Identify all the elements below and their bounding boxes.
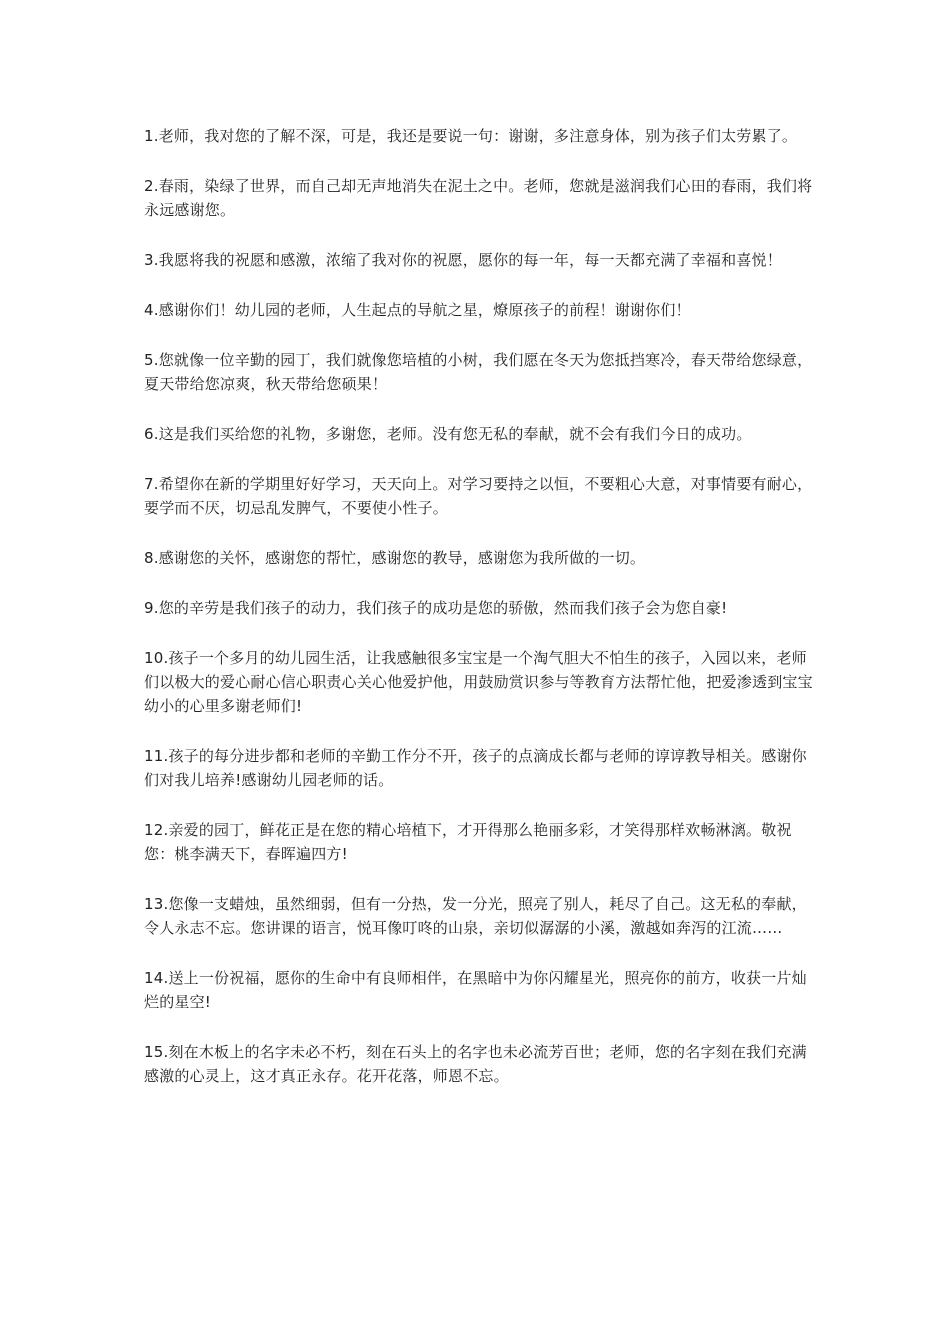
paragraph-9: 9.您的辛劳是我们孩子的动力，我们孩子的成功是您的骄傲，然而我们孩子会为您自豪! xyxy=(144,599,728,617)
paragraph-1: 1.老师，我对您的了解不深，可是，我还是要说一句：谢谢，多注意身体，别为孩子们太劳累了。 xyxy=(144,127,798,145)
paragraph-2: 2.春雨，染绿了世界，而自己却无声地消失在泥土之中。老师，您就是滋润我们心田的春雨，我们将永远感谢您。 xyxy=(144,177,813,219)
paragraph-4: 4.感谢你们！幼儿园的老师，人生起点的导航之星，燎原孩子的前程！谢谢你们！ xyxy=(144,301,691,319)
paragraph-10: 10.孩子一个多月的幼儿园生活，让我感触很多宝宝是一个淘气胆大不怕生的孩子，入园以来，老师们以极大的爱心耐心信心职责心关心他爱护他，用鼓励赏识参与等教育方法帮忙他，把爱渗透到宝宝幼小的心里多谢老师们! xyxy=(144,649,813,715)
document-body xyxy=(144,124,814,1114)
paragraph-11: 11.孩子的每分进步都和老师的辛勤工作分不开，孩子的点滴成长都与老师的谆谆教导相关。感谢你们对我儿培养!感谢幼儿园老师的话。 xyxy=(144,747,807,789)
paragraph-15: 15.刻在木板上的名字未必不朽，刻在石头上的名字也未必流芳百世；老师，您的名字刻在我们充满感激的心灵上，这才真正永存。花开花落，师恩不忘。 xyxy=(144,1043,807,1085)
paragraph-3: 3.我愿将我的祝愿和感激，浓缩了我对你的祝愿，愿你的每一年，每一天都充满了幸福和喜悦！ xyxy=(144,251,782,269)
paragraph-6: 6.这是我们买给您的礼物，多谢您，老师。没有您无私的奉献，就不会有我们今日的成功。 xyxy=(144,425,752,443)
paragraph-13: 13.您像一支蜡烛，虽然细弱，但有一分热，发一分光，照亮了别人，耗尽了自己。这无私的奉献，令人永志不忘。您讲课的语言，悦耳像叮咚的山泉，亲切似潺潺的小溪，激越如奔泻的江流…… xyxy=(144,895,807,937)
paragraph-14: 14.送上一份祝福，愿你的生命中有良师相伴，在黑暗中为你闪耀星光，照亮你的前方，收获一片灿烂的星空! xyxy=(144,969,807,1011)
paragraph-5: 5.您就像一位辛勤的园丁，我们就像您培植的小树，我们愿在冬天为您抵挡寒冷，春天带给您绿意，夏天带给您凉爽，秋天带给您硕果！ xyxy=(144,351,813,393)
paragraph-8: 8.感谢您的关怀，感谢您的帮忙，感谢您的教导，感谢您为我所做的一切。 xyxy=(144,549,646,567)
paragraph-7: 7.希望你在新的学期里好好学习，天天向上。对学习要持之以恒，不要粗心大意，对事情要有耐心，要学而不厌，切忌乱发脾气，不要使小性子。 xyxy=(144,475,813,517)
paragraph-12: 12.亲爱的园丁，鲜花正是在您的精心培植下，才开得那么艳丽多彩，才笑得那样欢畅淋漓。敬祝您：桃李满天下，春晖遍四方! xyxy=(144,821,792,863)
